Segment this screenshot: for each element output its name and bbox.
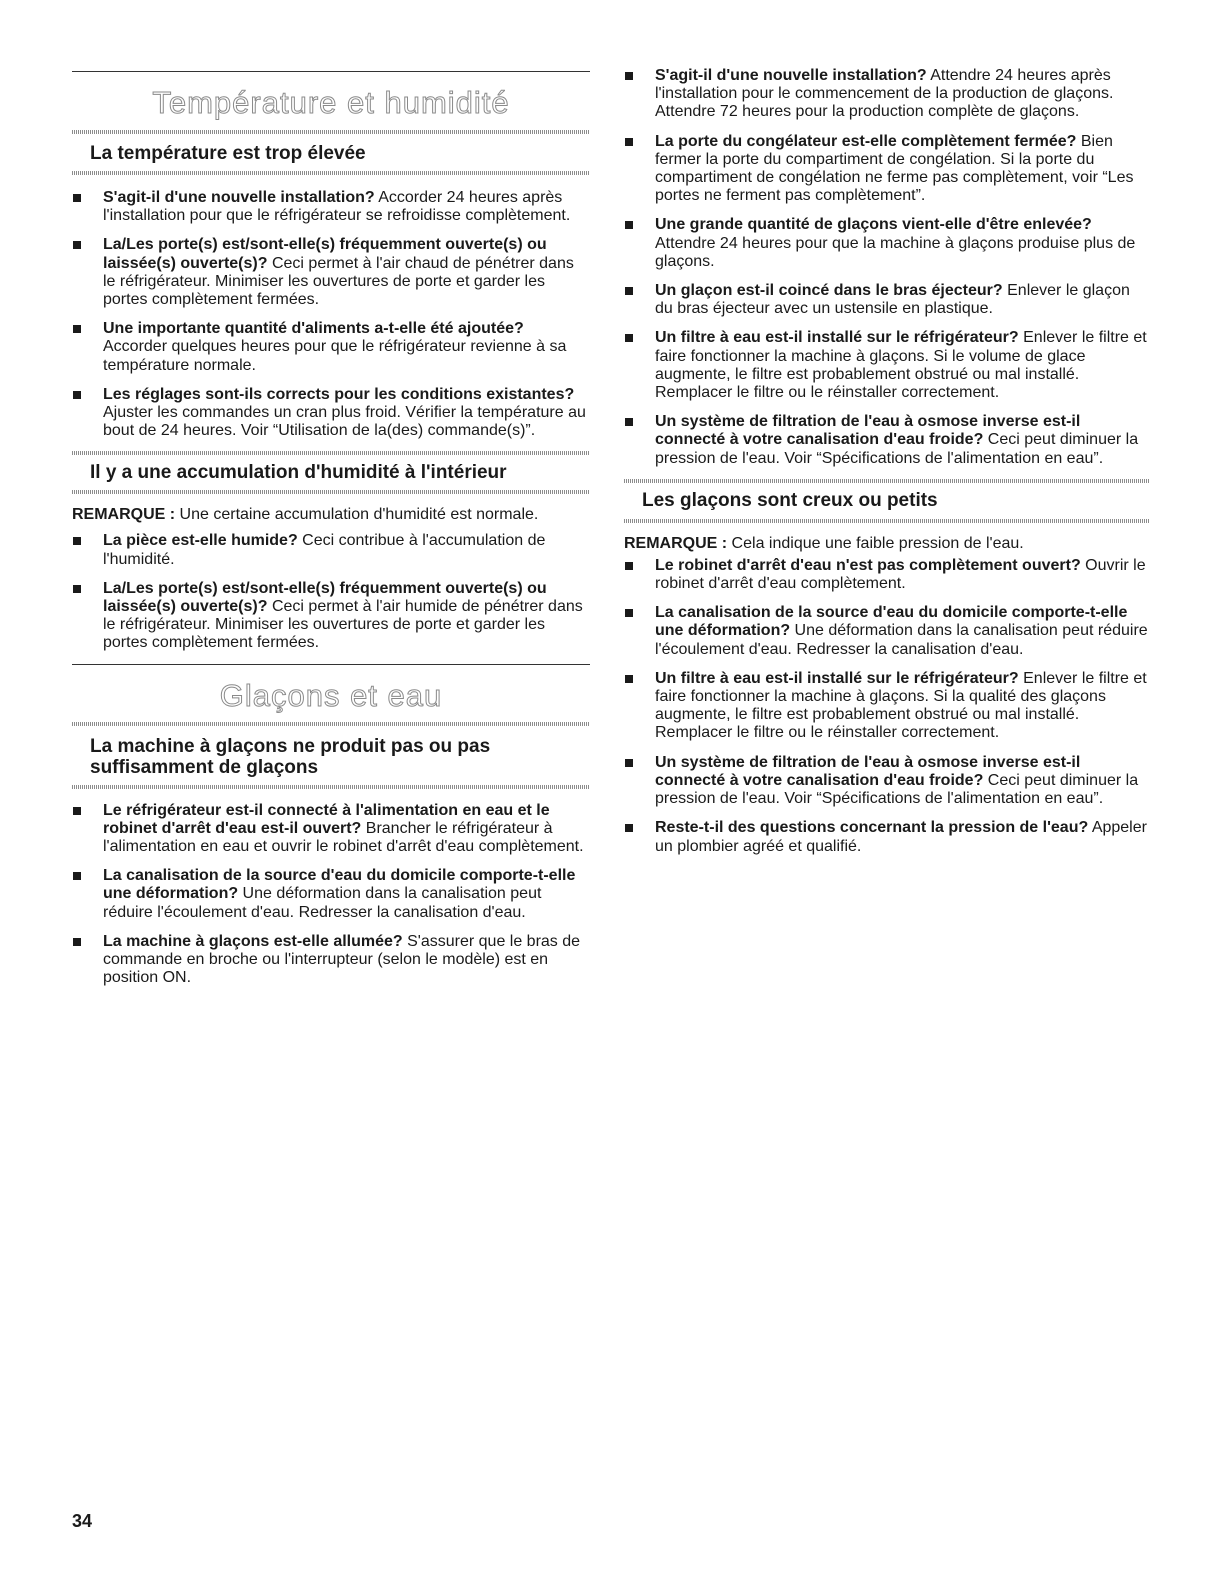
divider	[72, 171, 590, 175]
list-item: Le réfrigérateur est-il connecté à l'alimentation en eau et le robinet d'arrêt d'eau est-il ouvert? Brancher le réfrigérateur à l'alimentation en eau et ouvrir le robinet d'arrêt d'eau complètement.	[72, 802, 590, 857]
list-temp-too-high	[72, 189, 590, 440]
list-humidity	[72, 532, 590, 652]
heading-temp-too-high: La température est trop élevée	[90, 143, 366, 164]
left-column	[72, 0, 590, 998]
list-item: Un système de filtration de l'eau à osmose inverse est-il connecté à votre canalisation d'eau froide? Ceci peut diminuer la pression de l'eau. Voir “Spécifications de l'alimentation en eau”.	[624, 413, 1150, 468]
bullet-icon	[73, 872, 81, 880]
list-item: Les réglages sont-ils corrects pour les conditions existantes? Ajuster les commandes un cran plus froid. Vérifier la température au bout de 24 heures. Voir “Utilisation de la(des) commande(s)”.	[72, 386, 590, 441]
bullet-icon	[73, 807, 81, 815]
list-item: La canalisation de la source d'eau du domicile comporte-t-elle une déformation? Une déformation dans la canalisation peut réduire l'écoulement d'eau. Redresser la canalisation d'eau.	[72, 867, 590, 922]
bullet-icon	[73, 391, 81, 399]
list-item: Une grande quantité de glaçons vient-elle d'être enlevée? Attendre 24 heures pour que la machine à glaçons produise plus de glaçons.	[624, 216, 1150, 271]
note-hollow-ice: REMARQUE : Cela indique une faible pression de l'eau.	[624, 534, 1024, 552]
divider	[72, 490, 590, 494]
bullet-icon	[625, 138, 633, 146]
divider	[72, 451, 590, 455]
bullet-icon	[625, 221, 633, 229]
list-hollow-ice	[624, 557, 1150, 856]
bullet-icon	[625, 609, 633, 617]
list-item: Un filtre à eau est-il installé sur le réfrigérateur? Enlever le filtre et faire fonctionner la machine à glaçons. Si le volume de glace augmente, le filtre est probablement obstrué ou mal installé. Remplacer le filtre ou le réinstaller correctement.	[624, 329, 1150, 402]
bullet-icon	[73, 537, 81, 545]
list-item: Un filtre à eau est-il installé sur le réfrigérateur? Enlever le filtre et faire fonctionner la machine à glaçons. Si la qualité des glaçons augmente, le filtre est probablement obstrué ou mal installé. Remplacer le filtre ou le réinstaller correctement.	[624, 670, 1150, 743]
heading-humidity: Il y a une accumulation d'humidité à l'intérieur	[90, 462, 507, 484]
right-column	[624, 0, 1150, 867]
divider	[72, 130, 590, 134]
list-item: La machine à glaçons est-elle allumée? S'assurer que le bras de commande en broche ou l'interrupteur (selon le modèle) est en position ON.	[72, 933, 590, 988]
list-item: La/Les porte(s) est/sont-elle(s) fréquemment ouverte(s) ou laissée(s) ouverte(s)? Ceci permet à l'air chaud de pénétrer dans le réfrigérateur. Minimiser les ouvertures de porte et garder les portes complètement fermées.	[72, 236, 590, 309]
bullet-icon	[73, 585, 81, 593]
divider	[72, 722, 590, 726]
divider	[72, 785, 590, 789]
list-ice-production-continued	[624, 67, 1150, 468]
bullet-icon	[625, 759, 633, 767]
bullet-icon	[625, 287, 633, 295]
list-item: Reste-t-il des questions concernant la pression de l'eau? Appeler un plombier agréé et qualifié.	[624, 819, 1150, 855]
bullet-icon	[625, 72, 633, 80]
list-item: La pièce est-elle humide? Ceci contribue à l'accumulation de l'humidité.	[72, 532, 590, 568]
bullet-icon	[73, 938, 81, 946]
list-item: Une importante quantité d'aliments a-t-elle été ajoutée? Accorder quelques heures pour que le réfrigérateur revienne à sa température normale.	[72, 320, 590, 375]
bullet-icon	[73, 325, 81, 333]
list-item: S'agit-il d'une nouvelle installation? Accorder 24 heures après l'installation pour que le réfrigérateur se refroidisse complètement.	[72, 189, 590, 225]
list-item: La/Les porte(s) est/sont-elle(s) fréquemment ouverte(s) ou laissée(s) ouverte(s)? Ceci permet à l'air humide de pénétrer dans le réfrigérateur. Minimiser les ouvertures de porte et garder les portes complètement fermées.	[72, 580, 590, 653]
section-title-temperature: Température et humidité	[152, 85, 510, 120]
bullet-icon	[625, 562, 633, 570]
divider	[624, 519, 1150, 523]
top-rule	[72, 71, 590, 72]
list-item: S'agit-il d'une nouvelle installation? Attendre 24 heures après l'installation pour le commencement de la production de glaçons. Attendre 72 heures pour la production complète de glaçons.	[624, 67, 1150, 122]
bullet-icon	[625, 418, 633, 426]
list-item: Un glaçon est-il coincé dans le bras éjecteur? Enlever le glaçon du bras éjecteur avec un ustensile en plastique.	[624, 282, 1150, 318]
section-rule	[72, 664, 590, 665]
bullet-icon	[625, 675, 633, 683]
list-item: Le robinet d'arrêt d'eau n'est pas complètement ouvert? Ouvrir le robinet d'arrêt d'eau complètement.	[624, 557, 1150, 593]
list-item: La canalisation de la source d'eau du domicile comporte-t-elle une déformation? Une déformation dans la canalisation peut réduire l'écoulement d'eau. Redresser la canalisation d'eau.	[624, 604, 1150, 659]
bullet-icon	[625, 824, 633, 832]
list-item: La porte du congélateur est-elle complètement fermée? Bien fermer la porte du compartiment de congélation. Si la porte du compartiment de congélation ne ferme pas complètement, voir “Les portes ne ferment pas complètement”.	[624, 133, 1150, 206]
list-ice-production	[72, 802, 590, 988]
bullet-icon	[73, 241, 81, 249]
bullet-icon	[73, 194, 81, 202]
divider	[624, 479, 1150, 483]
heading-ice-production: La machine à glaçons ne produit pas ou pas suffisamment de glaçons	[90, 735, 491, 778]
section-title-ice: Glaçons et eau	[219, 677, 443, 713]
page-number: 34	[72, 1511, 93, 1531]
list-item: Un système de filtration de l'eau à osmose inverse est-il connecté à votre canalisation d'eau froide? Ceci peut diminuer la pression de l'eau. Voir “Spécifications de l'alimentation en eau”.	[624, 754, 1150, 809]
note-humidity: REMARQUE : Une certaine accumulation d'humidité est normale.	[72, 506, 539, 524]
heading-hollow-ice: Les glaçons sont creux ou petits	[642, 489, 938, 511]
bullet-icon	[625, 334, 633, 342]
